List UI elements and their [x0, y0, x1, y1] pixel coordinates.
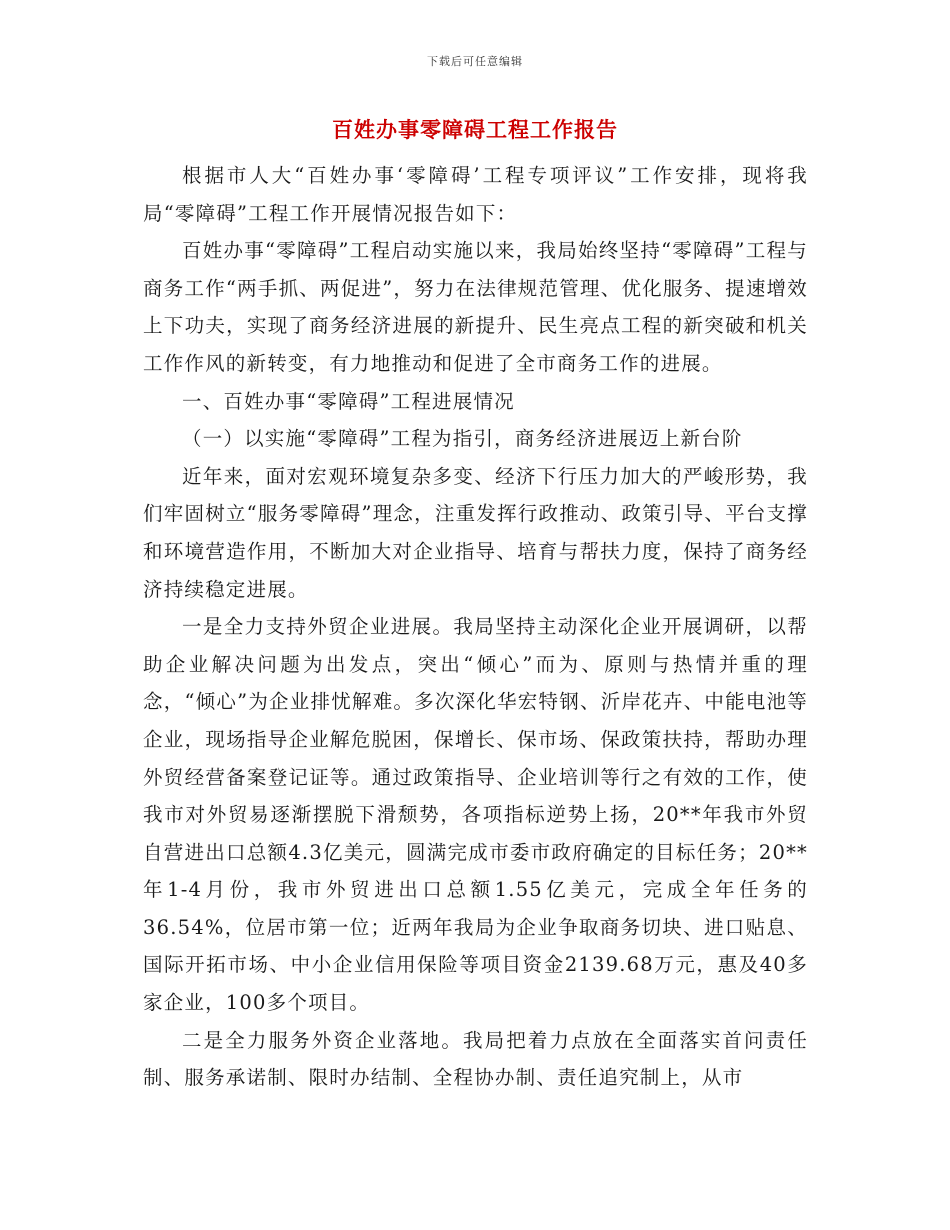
paragraph-foreign-trade: 一是全力支持外贸企业进展。我局坚持主动深化企业开展调研，以帮助企业解决问题为出发点，突出“倾心”而为、原则与热情并重的理念，“倾心”为企业排忧解难。多次深化华宏特钢、沂岸花卉、中能电池等企业，现场指导企业解危脱困，保增长、保市场、保政策扶持，帮助办理外贸经营备案登记证等。通过政策指导、企业培训等行之有效的工作，使我市对外贸易逐渐摆脱下滑颓势，各项指标逆势上扬，20**年我市外贸自营进出口总额4.3亿美元，圆满完成市委市政府确定的目标任务；20**年1-4月份，我市外贸进出口总额1.55亿美元，完成全年任务的36.54%，位居市第一位；近两年我局为企业争取商务切块、进口贴息、国际开拓市场、中小企业信用保险等项目资金2139.68万元，惠及40多家企业，100多个项目。 — [143, 615, 808, 1015]
document-body — [143, 157, 808, 1097]
paragraph-foreign-investment: 二是全力服务外资企业落地。我局把着力点放在全面落实首问责任制、服务承诺制、限时办结制、全程协办制、责任追究制上，从市 — [143, 1028, 808, 1090]
subsection-heading: （一）以实施“零障碍”工程为指引，商务经济进展迈上新台阶 — [182, 427, 743, 451]
section-heading: 一、百姓办事“零障碍”工程进展情况 — [182, 389, 515, 413]
paragraph-intro: 根据市人大“百姓办事‘零障碍’工程专项评议”工作安排，现将我局“零障碍”工程工作开展情况报告如下： — [143, 164, 808, 225]
paragraph-overview: 百姓办事“零障碍”工程启动实施以来，我局始终坚持“零障碍”工程与商务工作“两手抓、两促进”，努力在法律规范管理、优化服务、提速增效上下功夫，实现了商务经济进展的新提升、民生亮点工程的新突破和机关工作作风的新转变，有力地推动和促进了全市商务工作的进展。 — [143, 239, 808, 375]
document-title: 百姓办事零障碍工程工作报告 — [332, 117, 618, 142]
header-note: 下载后可任意编辑 — [427, 55, 523, 68]
paragraph-recent-years: 近年来，面对宏观环境复杂多变、经济下行压力加大的严峻形势，我们牢固树立“服务零障碍”理念，注重发挥行政推动、政策引导、平台支撑和环境营造作用，不断加大对企业指导、培育与帮扶力度，保持了商务经济持续稳定进展。 — [143, 464, 808, 601]
